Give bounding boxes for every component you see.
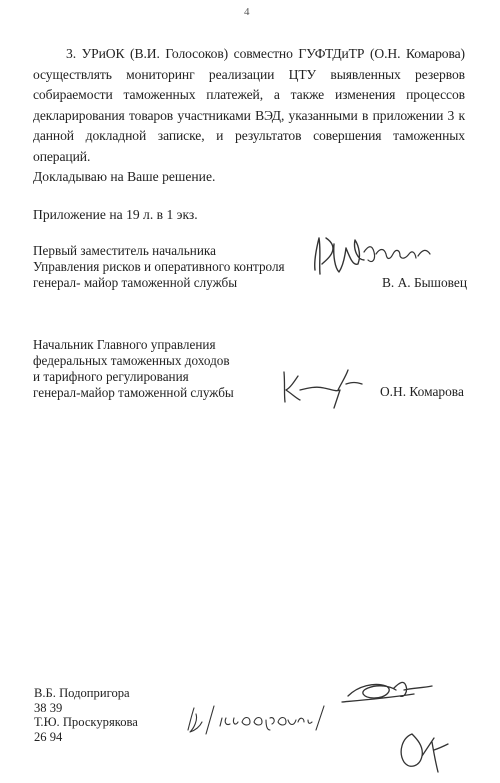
signatory-2-title-line: федеральных таможенных доходов bbox=[33, 353, 230, 368]
executor-name: Т.Ю. Проскурякова bbox=[34, 715, 138, 730]
attachment-line: Приложение на 19 л. в 1 экз. bbox=[33, 207, 198, 222]
signatory-1-name: В. А. Бышовец bbox=[382, 275, 468, 290]
paragraph-3: 3. УРиОК (В.И. Голосоков) совместно ГУФТДиТР (О.Н. Комарова) осуществлять мониторинг реализации ЦТУ выявленных резервов собираемости таможенных платежей, а также изменения процессов декларирования товаров участниками ВЭД, указанными в приложении 3 к данной докладной записке, и результатов совершения таможенных операций. bbox=[33, 46, 465, 164]
signatory-2-name: О.Н. Комарова bbox=[380, 384, 464, 399]
signatory-1-title-line: генерал- майор таможенной службы bbox=[33, 275, 238, 290]
signature-2 bbox=[276, 360, 372, 408]
report-line: Докладываю на Ваше решение. bbox=[33, 169, 216, 184]
executor-phone: 38 39 bbox=[34, 700, 63, 715]
signatory-2-title-line: и тарифного регулирования bbox=[33, 369, 189, 384]
handwritten-note bbox=[180, 700, 330, 740]
signatory-2-title bbox=[33, 337, 234, 401]
signatory-2-title-line: генерал-майор таможенной службы bbox=[33, 385, 234, 400]
executors bbox=[34, 686, 138, 744]
signatory-1-title-line: Первый заместитель начальника bbox=[33, 243, 216, 258]
signatory-2-title-line: Начальник Главного управления bbox=[33, 337, 216, 352]
executor-phone: 26 94 bbox=[34, 729, 63, 744]
initials-2 bbox=[392, 720, 452, 780]
signature-1 bbox=[310, 228, 435, 280]
signatory-1-title bbox=[33, 243, 285, 291]
page-number: 4 bbox=[244, 6, 250, 18]
initials-1 bbox=[338, 672, 438, 712]
signatory-1-title-line: Управления рисков и оперативного контроля bbox=[33, 259, 285, 274]
executor-name: В.Б. Подопригора bbox=[34, 686, 130, 700]
